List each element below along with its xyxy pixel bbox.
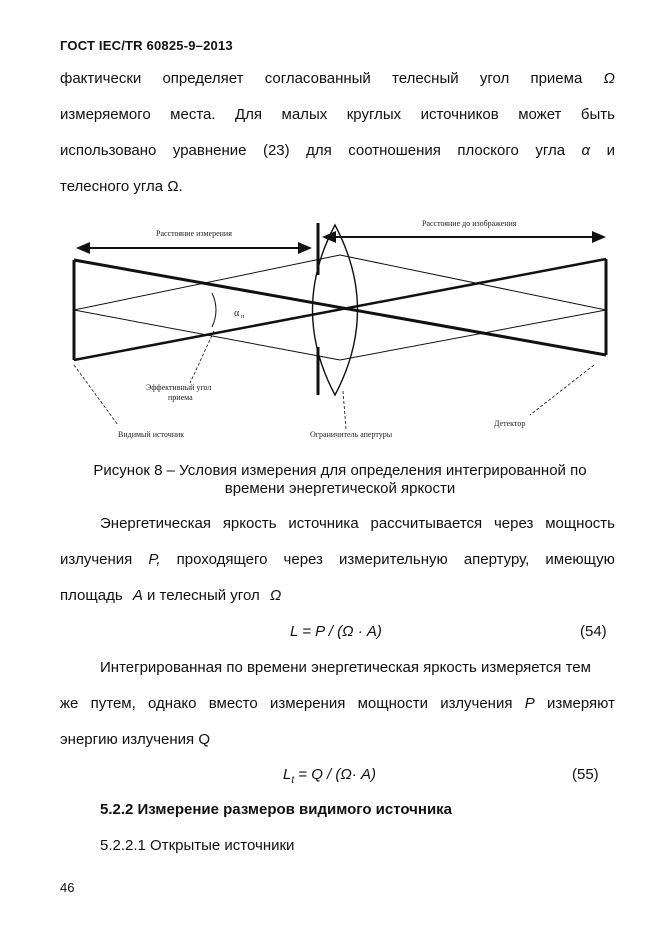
word: яркость (222, 515, 277, 532)
label-effective-angle-1: Эффективный угол (146, 383, 212, 392)
equation-54: L = P / (Ω · A) (290, 623, 382, 640)
word: излучения (60, 551, 133, 568)
word: источников (420, 106, 499, 123)
word: измерительную (338, 551, 448, 568)
label-image-distance: Расстояние до изображения (422, 219, 517, 228)
word: P, (148, 551, 161, 568)
word: использовано (60, 142, 157, 159)
equation-55: $L_t = Q / (\Omega\cdot A)$ (283, 766, 376, 786)
equation-54-number: (54) (580, 623, 607, 640)
document-header: ГОСТ IEC/TR 60825-9–2013 (60, 38, 233, 53)
label-aperture: Ограничитель апертуры (310, 430, 393, 439)
para1-line3 (60, 142, 615, 162)
arrow-left-head (76, 242, 90, 254)
word: плоского (457, 142, 519, 159)
para3-line1: Интегрированная по времени энергетическая яркость измеряется тем (100, 659, 591, 676)
arrow-left-head-2 (322, 231, 336, 243)
measurement-diagram (60, 215, 620, 460)
word: измеряют (546, 695, 615, 712)
word: однако (148, 695, 197, 712)
page-number: 46 (60, 880, 75, 895)
word: круглых (346, 106, 402, 123)
word: через (493, 515, 534, 532)
word: путем, (90, 695, 136, 712)
word: вместо (208, 695, 258, 712)
word: источника (288, 515, 359, 532)
word: Энергетическая (100, 515, 211, 532)
para3-line3: энергию излучения Q (60, 731, 211, 748)
word: Для (235, 106, 263, 123)
word: места. (170, 106, 216, 123)
label-alpha-sub: п (241, 314, 245, 320)
caption-line2: времени энергетической яркости (224, 480, 456, 497)
para1-line4: телесного угла Ω. (60, 178, 183, 195)
word: через (283, 551, 323, 568)
word: соотношения (348, 142, 441, 159)
word: Ω (603, 70, 615, 87)
arrow-right-head (298, 242, 312, 254)
word: измеряемого (60, 106, 151, 123)
para2-line2 (60, 551, 615, 571)
word: имеющую (545, 551, 615, 568)
word: (23) (262, 142, 290, 159)
word: фактически (60, 70, 142, 87)
subsection-heading: 5.2.2.1 Открытые источники (100, 837, 295, 854)
caption-line1: Рисунок 8 – Условия измерения для определения интегрированной по (93, 462, 587, 479)
label-source: Видимый источник (118, 430, 185, 439)
arrow-right-head-2 (592, 231, 606, 243)
para2-line3: площадь A и телесный угол Ω (60, 587, 282, 604)
word: измерения (269, 695, 346, 712)
label-effective-angle-2: приема (168, 393, 193, 402)
word: для (306, 142, 332, 159)
para1-line1 (60, 70, 615, 90)
word: же (60, 695, 79, 712)
word: может (518, 106, 562, 123)
label-detector: Детектор (494, 419, 526, 428)
word: определяет (162, 70, 244, 87)
equation-55-number: (55) (572, 766, 599, 783)
label-alpha: α (234, 308, 240, 319)
word: P (524, 695, 535, 712)
word: телесный (392, 70, 459, 87)
para2-line1 (100, 515, 615, 535)
word: мощность (545, 515, 615, 532)
word: согласованный (264, 70, 371, 87)
section-heading: 5.2.2 Измерение размеров видимого источника (100, 801, 453, 818)
word: излучения (440, 695, 513, 712)
word: мощности (357, 695, 428, 712)
figure-caption (60, 462, 620, 498)
word: приема (530, 70, 583, 87)
label-measure-distance: Расстояние измерения (156, 229, 232, 238)
word: α (581, 142, 591, 159)
word: и (606, 142, 615, 159)
para3-line2 (60, 695, 615, 715)
word: быть (580, 106, 615, 123)
word: угол (479, 70, 510, 87)
ray-thin-4 (340, 310, 606, 360)
word: проходящего (176, 551, 268, 568)
word: угла (535, 142, 566, 159)
para1-line2 (60, 106, 615, 126)
word: малых (281, 106, 328, 123)
word: рассчитывается (370, 515, 483, 532)
word: уравнение (172, 142, 247, 159)
word: апертуру, (463, 551, 530, 568)
figure-8 (60, 215, 620, 460)
